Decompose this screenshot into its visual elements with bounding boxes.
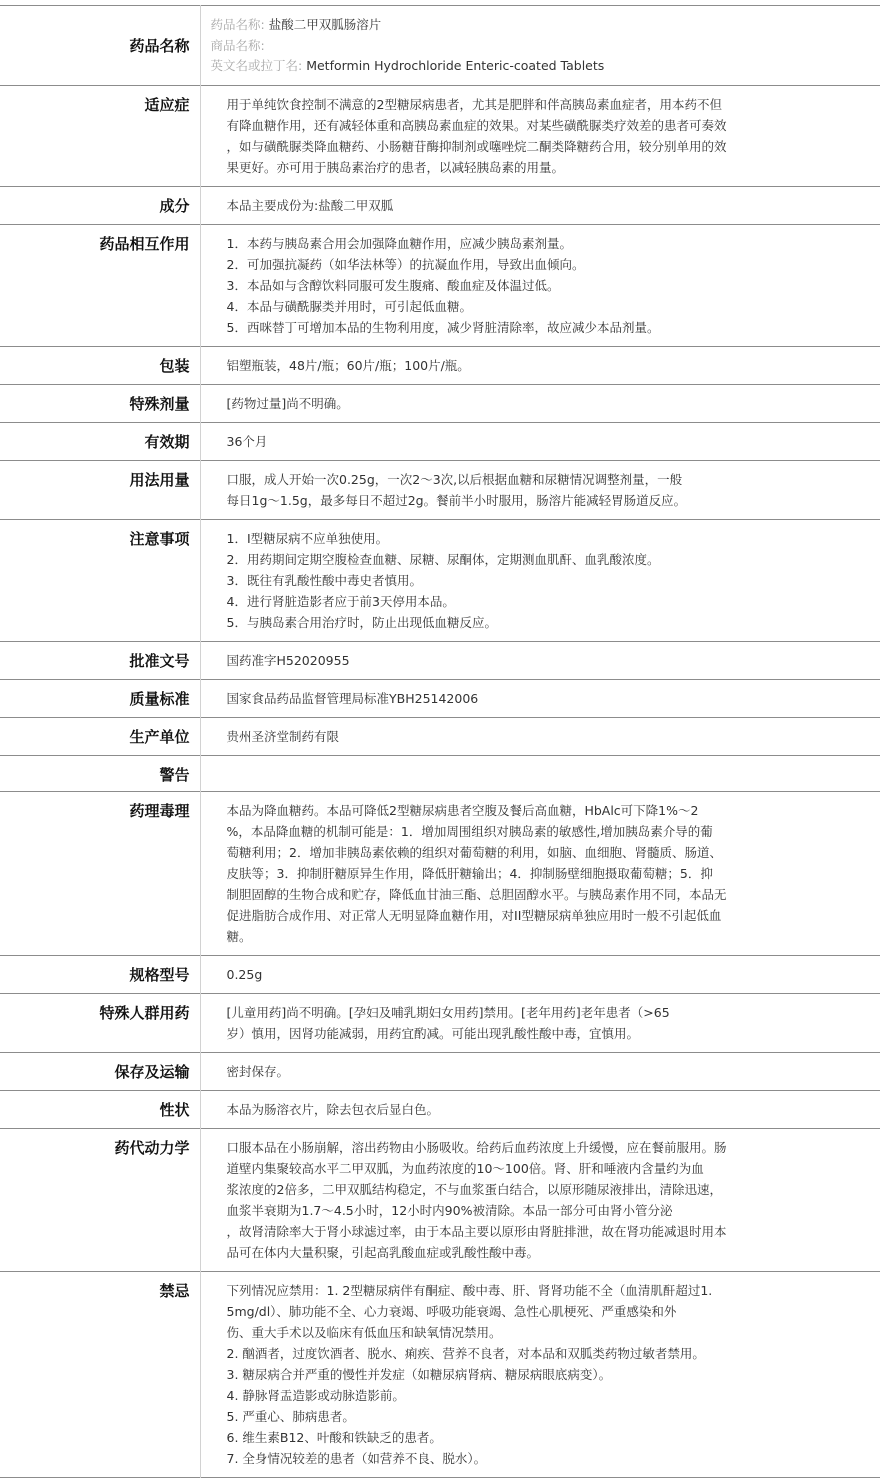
content-line: 道壁内集聚较高水平二甲双胍，为血药浓度的10～100倍。肾、肝和唾液内含量约为血 [226, 1161, 704, 1176]
content-line: 2．用药期间定期空腹检查血糖、尿糖、尿酮体，定期测血肌酐、血乳酸浓度。 [226, 552, 660, 567]
content-line: 用于单纯饮食控制不满意的2型糖尿病患者，尤其是肥胖和伴高胰岛素血症者，用本药不但 [226, 97, 722, 112]
spec-row [0, 347, 880, 385]
english-name-value: Metformin Hydrochloride Enteric-coated Tablets [306, 58, 605, 73]
spec-row [0, 1091, 880, 1129]
row-content [200, 642, 880, 680]
row-content [200, 718, 880, 756]
english-name-label: 英文名或拉丁名: [210, 58, 303, 73]
content-line: 2. 酗酒者，过度饮酒者、脱水、痢疾、营养不良者，对本品和双胍类药物过敏者禁用。 [226, 1346, 705, 1361]
row-content [200, 1091, 880, 1129]
content-line: 果更好。亦可用于胰岛素治疗的患者，以减轻胰岛素的用量。 [226, 160, 565, 175]
row-label: 药品名称 [0, 6, 200, 86]
spec-row [0, 225, 880, 347]
spec-row [0, 994, 880, 1053]
content-line: 制胆固醇的生物合成和贮存，降低血甘油三酯、总胆固醇水平。与胰岛素作用不同，本品无 [226, 887, 727, 902]
content-line: 品可在体内大量积聚，引起高乳酸血症或乳酸性酸中毒。 [226, 1245, 540, 1260]
content-line: 1．本药与胰岛素合用会加强降血糖作用，应减少胰岛素剂量。 [226, 236, 572, 251]
content-line: 浆浓度的2倍多，二甲双胍结构稳定，不与血浆蛋白结合，以原形随尿液排出，清除迅速， [226, 1182, 722, 1197]
content-line: 6. 维生素B12、叶酸和铁缺乏的患者。 [226, 1430, 442, 1445]
content-line: 3．既往有乳酸性酸中毒史者慎用。 [226, 573, 422, 588]
spec-row [0, 956, 880, 994]
content-line: 本品为降血糖药。本品可降低2型糖尿病患者空腹及餐后高血糖，HbAlc可下降1%～2 [226, 803, 699, 818]
row-label: 适应症 [0, 86, 200, 187]
content-line: 铝塑瓶装，48片/瓶；60片/瓶；100片/瓶。 [226, 358, 470, 373]
content-line: 1．I型糖尿病不应单独使用。 [226, 531, 389, 546]
row-content [200, 994, 880, 1053]
content-line: 国药准字H52020955 [226, 653, 350, 668]
content-line: [儿童用药]尚不明确。[孕妇及哺乳期妇女用药]禁用。[老年用药]老年患者（>65 [226, 1005, 670, 1020]
row-label: 警告 [0, 756, 200, 792]
spec-row [0, 1053, 880, 1091]
row-label: 用法用量 [0, 461, 200, 520]
content-line: 口服，成人开始一次0.25g，一次2～3次,以后根据血糖和尿糖情况调整剂量，一般 [226, 472, 683, 487]
generic-name-line [211, 15, 871, 36]
content-line: 3. 糖尿病合并严重的慢性并发症（如糖尿病肾病、糖尿病眼底病变）。 [226, 1367, 612, 1382]
row-content [200, 520, 880, 642]
content-line: 本品主要成份为:盐酸二甲双胍 [226, 198, 394, 213]
content-line: 血浆半衰期为1.7～4.5小时，12小时内90%被清除。本品一部分可由肾小管分泌 [226, 1203, 673, 1218]
row-content [200, 956, 880, 994]
spec-row [0, 1129, 880, 1272]
spec-row [0, 461, 880, 520]
content-line: 2．可加强抗凝药（如华法林等）的抗凝血作用，导致出血倾向。 [226, 257, 585, 272]
content-line: 有降血糖作用，还有减轻体重和高胰岛素血症的效果。对某些磺酰脲类疗效差的患者可奏效 [226, 118, 727, 133]
content-line: 3．本品如与含醇饮料同服可发生腹痛、酸血症及体温过低。 [226, 278, 560, 293]
spec-row [0, 385, 880, 423]
spec-row [0, 423, 880, 461]
spec-row [0, 520, 880, 642]
row-label: 药代动力学 [0, 1129, 200, 1272]
row-label: 药品相互作用 [0, 225, 200, 347]
drug-info-sheet [0, 5, 880, 1478]
english-name-line [211, 56, 871, 77]
row-content [200, 423, 880, 461]
spec-row [0, 642, 880, 680]
content-line: %，本品降血糖的机制可能是：1．增加周围组织对胰岛素的敏感性,增加胰岛素介导的葡 [226, 824, 713, 839]
content-line: 密封保存。 [226, 1064, 290, 1079]
row-content [200, 792, 880, 956]
spec-row [0, 1272, 880, 1478]
content-line: 7. 全身情况较差的患者（如营养不良、脱水）。 [226, 1451, 487, 1466]
content-line: [药物过量]尚不明确。 [226, 396, 349, 411]
spec-row [0, 756, 880, 792]
product-name-cell [200, 6, 880, 86]
row-content [200, 225, 880, 347]
row-content [200, 1129, 880, 1272]
content-line: 岁）慎用，因肾功能减弱，用药宜酌减。可能出现乳酸性酸中毒，宜慎用。 [226, 1026, 640, 1041]
row-content [200, 86, 880, 187]
spec-row [0, 718, 880, 756]
row-content [200, 1272, 880, 1478]
row-label: 保存及运输 [0, 1053, 200, 1091]
row-content [200, 461, 880, 520]
content-line: 口服本品在小肠崩解，溶出药物由小肠吸收。给药后血药浓度上升缓慢，应在餐前服用。肠 [226, 1140, 727, 1155]
spec-row [0, 86, 880, 187]
row-content [200, 680, 880, 718]
row-label: 规格型号 [0, 956, 200, 994]
row-label: 禁忌 [0, 1272, 200, 1478]
row-label: 注意事项 [0, 520, 200, 642]
generic-name-label: 药品名称: [210, 17, 265, 32]
content-line: 促进脂肪合成作用、对正常人无明显降血糖作用，对II型糖尿病单独应用时一般不引起低血 [226, 908, 722, 923]
content-line: 4. 静脉肾盂造影或动脉造影前。 [226, 1388, 405, 1403]
content-line: 0.25g [226, 967, 263, 982]
content-line: 4．本品与磺酰脲类并用时，可引起低血糖。 [226, 299, 472, 314]
trade-name-line [211, 36, 871, 57]
content-line: 伤、重大手术以及临床有低血压和缺氧情况禁用。 [226, 1325, 502, 1340]
row-content [200, 756, 880, 792]
row-content [200, 187, 880, 225]
row-label: 有效期 [0, 423, 200, 461]
row-label: 特殊剂量 [0, 385, 200, 423]
content-line: 下列情况应禁用：1. 2型糖尿病伴有酮症、酸中毒、肝、肾肾功能不全（血清肌酐超过1. [226, 1283, 713, 1298]
row-label: 药理毒理 [0, 792, 200, 956]
spec-row [0, 680, 880, 718]
row-label: 批准文号 [0, 642, 200, 680]
content-line: 萄糖利用；2．增加非胰岛素依赖的组织对葡萄糖的利用，如脑、血细胞、肾髓质、肠道、 [226, 845, 722, 860]
spec-row [0, 792, 880, 956]
row-content [200, 347, 880, 385]
content-line: 5．西咪替丁可增加本品的生物利用度，减少肾脏清除率，故应减少本品剂量。 [226, 320, 660, 335]
content-line: 4．进行肾脏造影者应于前3天停用本品。 [226, 594, 455, 609]
content-line: 5mg/dl）、肺功能不全、心力衰竭、呼吸功能衰竭、急性心肌梗死、严重感染和外 [226, 1304, 677, 1319]
content-line: 国家食品药品监督管理局标准YBH25142006 [226, 691, 479, 706]
trade-name-label: 商品名称: [210, 37, 265, 53]
row-label: 生产单位 [0, 718, 200, 756]
content-line: ，如与磺酰脲类降血糖药、小肠糖苷酶抑制剂或噻唑烷二酮类降糖药合用，较分别单用的效 [226, 139, 727, 154]
row-label: 质量标准 [0, 680, 200, 718]
content-line: 糖。 [226, 929, 252, 944]
row-product-name [0, 6, 880, 86]
content-line: 贵州圣济堂制药有限 [226, 729, 340, 744]
row-label: 特殊人群用药 [0, 994, 200, 1053]
generic-name-value: 盐酸二甲双胍肠溶片 [268, 17, 382, 32]
content-line: ，故肾清除率大于肾小球滤过率，由于本品主要以原形由肾脏排泄，故在肾功能减退时用本 [226, 1224, 727, 1239]
drug-spec-table [0, 5, 880, 1478]
row-content [200, 1053, 880, 1091]
content-line: 5. 严重心、肺病患者。 [226, 1409, 355, 1424]
spec-row [0, 187, 880, 225]
content-line: 每日1g～1.5g，最多每日不超过2g。餐前半小时服用，肠溶片能减轻胃肠道反应。 [226, 493, 687, 508]
row-content [200, 385, 880, 423]
row-label: 包装 [0, 347, 200, 385]
row-label: 成分 [0, 187, 200, 225]
content-line: 36个月 [226, 434, 268, 449]
content-line: 本品为肠溶衣片，除去包衣后显白色。 [226, 1102, 440, 1117]
content-line: 5．与胰岛素合用治疗时，防止出现低血糖反应。 [226, 615, 497, 630]
content-line: 皮肤等；3．抑制肝糖原异生作用，降低肝糖输出；4．抑制肠壁细胞摄取葡萄糖；5．抑 [226, 866, 713, 881]
row-label: 性状 [0, 1091, 200, 1129]
